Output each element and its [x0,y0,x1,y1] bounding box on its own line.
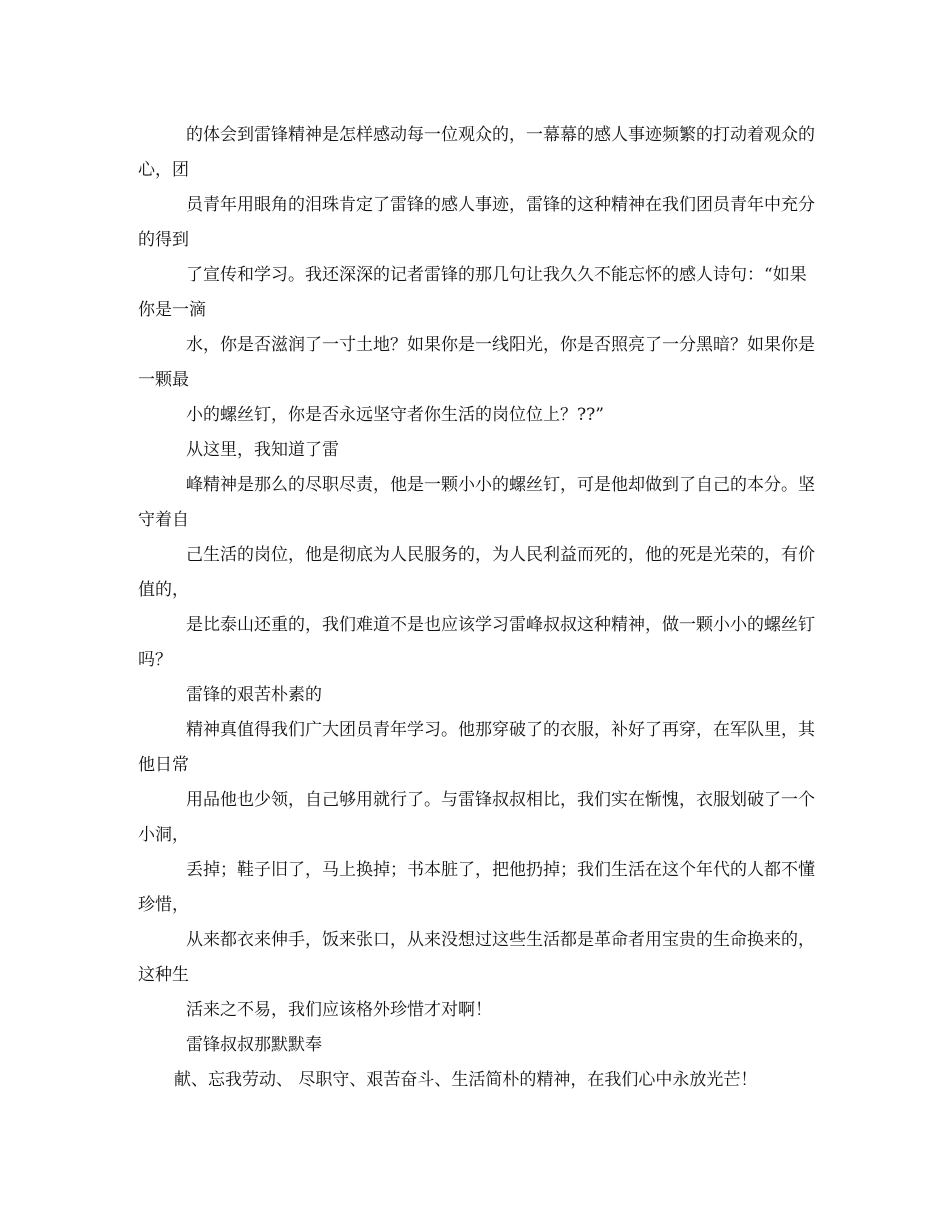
paragraph-15: 活来之不易，我们应该格外珍惜才对啊！ [186,1000,492,1020]
paragraph-13: 丢掉；鞋子旧了，马上换掉；书本脏了，把他扔掉；我们生活在这个年代的人都不懂珍惜， [138,860,815,915]
paragraph-7: 峰精神是那么的尽职尽责，他是一颗小小的螺丝钉，可是他却做到了自己的本分。坚守着自 [138,475,815,530]
paragraph-2: 员青年用眼角的泪珠肯定了雷锋的感人事迹，雷锋的这种精神在我们团员青年中充分的得到 [138,195,815,250]
document-body [138,118,818,1098]
paragraph-12: 用品他也少领，自己够用就行了。与雷锋叔叔相比，我们实在惭愧，衣服划破了一个小洞， [138,790,815,845]
paragraph-3: 了宣传和学习。我还深深的记者雷锋的那几句让我久久不能忘怀的感人诗句：“如果你是一滴 [138,265,807,320]
paragraph-4: 水，你是否滋润了一寸土地？如果你是一线阳光，你是否照亮了一分黑暗？如果你是一颗最 [138,335,815,390]
paragraph-8: 己生活的岗位，他是彻底为人民服务的，为人民利益而死的，他的死是光荣的，有价值的， [138,545,815,600]
paragraph-11: 精神真值得我们广大团员青年学习。他那穿破了的衣服，补好了再穿，在军队里，其他日常 [138,720,815,775]
paragraph-16: 雷锋叔叔那默默奉 [186,1035,322,1055]
paragraph-10: 雷锋的艰苦朴素的 [186,685,322,705]
paragraph-5: 小的螺丝钉，你是否永远坚守者你生活的岗位位上？??” [186,405,604,425]
paragraph-6: 从这里，我知道了雷 [186,440,339,460]
paragraph-1: 的体会到雷锋精神是怎样感动每一位观众的，一幕幕的感人事迹频繁的打动着观众的心，团 [138,125,815,180]
paragraph-9: 是比泰山还重的，我们难道不是也应该学习雷峰叔叔这种精神，做一颗小小的螺丝钉吗？ [138,615,815,670]
paragraph-14: 从来都衣来伸手，饭来张口，从来没想过这些生活都是革命者用宝贵的生命换来的，这种生 [138,930,815,985]
closing-line: 献、忘我劳动、 尽职守、艰苦奋斗、生活简朴的精神，在我们心中永放光芒！ [174,1070,758,1090]
